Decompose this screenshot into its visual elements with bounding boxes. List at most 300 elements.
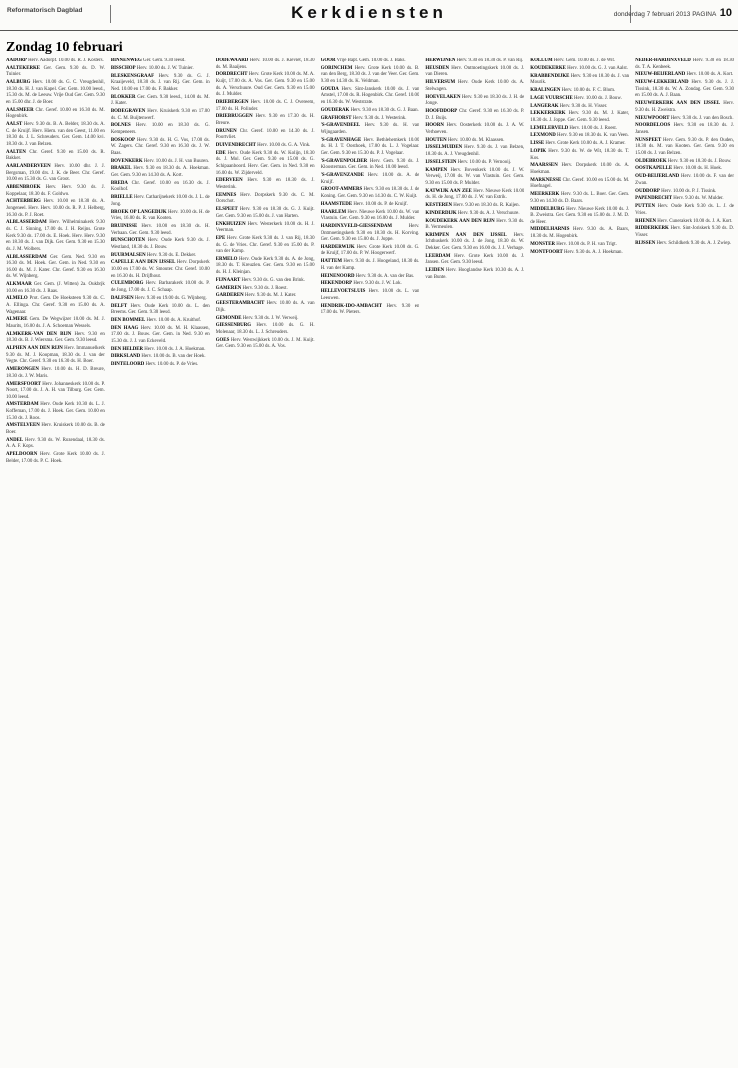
place-name: ERMELO	[215, 256, 238, 262]
place-name: CULEMBORG	[110, 281, 144, 287]
place-name: KINDERDIJK	[425, 210, 457, 216]
place-name: DUIVENDRECHT	[215, 143, 256, 149]
service-times: Herv. Bovenkerk 10.00 ds. J. W. Verweij, 17.00 ds. W. van Vlastuin. Ger. Gem. 9.30 en 15.00 ds. P. Mulder.	[425, 167, 525, 186]
place-name: DRIEBERGEN	[215, 99, 249, 105]
church-listing-entry	[321, 304, 420, 317]
church-listing-entry	[635, 189, 734, 196]
place-name: BUNSCHOTEN	[110, 238, 146, 244]
church-listing-entry	[321, 187, 420, 200]
church-listing-entry	[6, 220, 105, 253]
church-listing-entry	[530, 74, 629, 87]
place-name: BRAKEL	[110, 166, 132, 172]
service-times: Herv. 10.00 ds. G. J. van Aalst.	[565, 65, 628, 71]
place-name: DEN HAAG	[110, 325, 139, 331]
place-name: DELFT	[110, 303, 128, 309]
church-listing-entry	[111, 347, 210, 354]
church-listing-entry	[425, 219, 524, 232]
service-times: Herv. 9.30 en 18.30 ds. J. Westerink.	[215, 178, 315, 190]
place-name: NUNSPEET	[635, 137, 662, 143]
service-times: Herv. 9.30 ds. L. Boer. Ger. Gem. 9.30 en 14.30 ds. D. Baars.	[530, 192, 630, 204]
service-times: Herv. Oude Kerk 10.00 ds. L. den Breems. Ger. Gem. 9.30 leesd.	[110, 303, 210, 316]
church-listing-entry	[321, 259, 420, 272]
church-listing-entry	[111, 260, 210, 280]
service-times: Herv. Westwijkkerk 10.00 ds. J. M. Kuijt. Ger. Gem. 9.30 en 15.00 ds. A. Vos.	[215, 337, 315, 350]
church-listing-entry	[425, 66, 524, 79]
service-times: Herv. 9.30 ds. B. A. Belder, 18.30 ds. A. C. de Kruijf. Herv. Hiem. van den Geest, 11.00 en 18.30 ds. J. L. Schreuders. Ger. Gem. 14.00 kvi. 18.30 ds. J. van Belzen.	[6, 122, 105, 147]
church-listing-entry	[6, 150, 105, 163]
place-name: GROOT-AMMERS	[320, 187, 363, 193]
place-name: ALKMAAR	[6, 282, 32, 288]
church-listing-entry	[6, 452, 105, 465]
place-name: BOLNES	[110, 123, 131, 129]
place-name: LEMELERVELD	[530, 125, 569, 131]
service-times: Herv. 9.30 en 18.30 ds. G. J. Baan.	[349, 107, 419, 113]
place-name: EDE	[215, 150, 226, 156]
church-listing-entry	[6, 80, 105, 106]
listing-column	[425, 58, 524, 1062]
service-times: Herv. Hooglandse Kerk 10.30 ds. A. J. van Bunte.	[425, 268, 525, 280]
service-times: Herv. Nieuwe Kerk 10.00 ds. H. de Jong, 17.00 ds. J. W. van Estrik.	[425, 188, 525, 201]
service-times: Gem. De Wegwijzer 10.00 ds. M. J. Maurits, 16.00 ds. J. A. Schoeman Wessels.	[6, 317, 105, 329]
church-listing-entry	[111, 159, 210, 166]
service-times: Herv. Grote Kerk 10.00 ds. G. de Kruijf, 17.00 ds. P. W. Hoogerwerf.	[320, 244, 420, 257]
service-times: Herv. Herv. 9.30 ds. J. Koppelaar, 18.30 ds. F. Goldwo.	[6, 185, 105, 197]
place-name: ALMKERK-VAN DEN BIJN	[6, 331, 72, 337]
church-listing-entry	[321, 87, 420, 107]
church-listing-entry	[321, 116, 420, 123]
page-label: PAGINA	[692, 11, 716, 18]
church-listing-entry	[216, 143, 315, 150]
church-listing-entry	[530, 242, 629, 249]
service-times: Herv. 9.30 en 18.30 ds. J. van Mourik.	[530, 73, 630, 86]
service-times: Herv. 10.00 ds. M. H. Klaassen, 17.00 ds. J. Bouw. Ger. Gem. in Ned. 9.30 en 15.30 ds. J. J. van Eckeveld.	[110, 325, 210, 344]
service-times: Herv. 10.00 ds. J. H. van Buuren.	[142, 158, 210, 164]
church-listing-entry	[6, 185, 105, 198]
place-name: GARDEREN	[215, 293, 244, 299]
place-name: MAARSSEN	[530, 163, 558, 169]
place-name: ALPHEN AAN DEN RIJN	[6, 346, 63, 352]
place-name: BRIELLE	[110, 195, 133, 201]
service-times: Herv. 9.30 ds. J. van den Bosch.	[669, 115, 734, 121]
service-times: Herv. 9.30 en 18.30 ds. B. J. Wiersma. Ger. Gem. 9.30 leesd.	[6, 331, 105, 344]
place-name: BISSCHOP	[110, 65, 136, 71]
church-listing-entry	[216, 301, 315, 314]
service-times: Herv. 10.00 ds. M. Klaassen.	[446, 137, 505, 143]
church-listing-entry	[6, 58, 105, 65]
publication-name: Reformatorisch Dagblad	[7, 7, 83, 14]
service-times: Herv. 9.30 ds. H. van Wijngaarden.	[320, 123, 420, 135]
place-name: AALBURG	[6, 80, 31, 86]
place-name: NEDER-HARDINXVELD	[635, 58, 691, 63]
place-name: LISSE	[530, 141, 545, 147]
church-listing-entry	[425, 123, 524, 136]
service-times: Herv. Ontmoetingskerk 9.30 en 18.30 ds. H. Korving. Ger. Gem. 9.30 en 15.00 ds. J. Joppe.	[320, 223, 420, 243]
service-times: Herv. 9.30 ds. J. W. Verweij.	[241, 315, 299, 321]
service-times: Chr. Geref. 10.00 en 16.30 ds. M. Hogenbirk.	[6, 107, 105, 120]
listing-column	[111, 58, 210, 1062]
church-listing-entry	[530, 207, 629, 227]
church-listing-entry	[530, 141, 629, 148]
place-name: BOSKOOP	[110, 137, 136, 143]
service-times: Herv. 10.00 ds. P. H. van Trigt.	[555, 241, 617, 247]
church-listing-entry	[216, 193, 315, 206]
service-times: Herv. Westerkerk 10.00 ds. H. J. Veerman.	[215, 221, 315, 234]
service-times: Herv. Sint-Janskerk 10.00 ds. J. van Amstel, 17.00 ds. R. Hogenbirk. Chr. Geref. 10.00 en 16.30 ds. W. Weststrate.	[320, 86, 420, 105]
place-name: BRUINISSE	[110, 223, 138, 229]
place-name: NIEUW-LEKKERLAND	[635, 80, 689, 86]
church-listing-entry	[321, 224, 420, 244]
place-name: RHENEN	[635, 218, 657, 224]
church-listing-entry	[6, 66, 105, 79]
church-listing-entry	[635, 72, 734, 79]
church-listing-entry	[216, 58, 315, 71]
place-name: NIEUWPOORT	[635, 115, 670, 121]
church-listing-entry	[6, 296, 105, 316]
church-listing-entry	[321, 66, 420, 86]
place-name: ALMELO	[6, 296, 28, 302]
service-times: Herv. 9.30 ds. H. G. Vos, 17.00 ds. W. Zagers. Chr. Geref. 9.30 en 16.30 ds. J. W. Baas.	[110, 137, 210, 156]
service-times: Herv. Kruiskerk 9.30 en 17.00 ds. C. M. Buijtenwerf.	[110, 108, 210, 121]
place-name: KOUDEKERKE	[530, 65, 566, 71]
place-name: EEMNES	[215, 192, 237, 198]
place-name: EPE	[215, 235, 226, 241]
service-times: Herv. 10.00 en 18.30 ds. G. Kempeneers.	[110, 123, 210, 135]
listing-columns	[6, 58, 734, 1062]
place-name: KESTEREN	[425, 202, 453, 208]
place-name: 'S-GRAVENPOLDER	[320, 158, 368, 164]
church-listing-entry	[111, 166, 210, 179]
church-listing-entry	[111, 195, 210, 208]
church-listing-entry	[530, 126, 629, 133]
place-name: AMERONGEN	[6, 367, 39, 373]
service-times: Herv. Oude Kerk 9.30 ds. L. J. de Vries.	[635, 204, 734, 216]
place-name: LOPIK	[530, 149, 547, 154]
place-name: BLESKENSGRAAF	[110, 73, 155, 79]
church-listing-entry	[111, 281, 210, 294]
service-times: Herv. 9.30 ds. H. Zweistra.	[635, 101, 734, 113]
service-times: Herv. 9.30 ds. M. J. Kater, 18.30 ds. J. Joppe. Ger. Gem. 9.30 leesd.	[530, 111, 630, 123]
church-listing-entry	[635, 159, 734, 166]
church-listing-entry	[216, 293, 315, 300]
service-times: Herv. Nieuwe Kerk 10.00 ds. J. B. Zweistra. Ger. Gem. 9.30 en 15.00 ds. J. M. D. de Heer.	[530, 206, 630, 225]
service-times: Herv. Immanuelkerk 9.30 ds. M. J. Koopman, 18.30 ds. J. van der Vegte. Chr. Geref. 9.30 en 16.30 ds. H. Boer.	[6, 346, 105, 365]
service-times: Herv. 9.30 en 17.30 ds. H. Breure.	[215, 114, 315, 126]
place-name: HERWIJNEN	[425, 58, 456, 63]
church-listing-entry	[6, 317, 105, 330]
church-listing-entry	[216, 323, 315, 336]
church-listing-entry	[111, 66, 210, 73]
service-times: Herv. Grote Kerk 10.00 ds. A. J. Kramer.	[544, 141, 626, 147]
section-title: Kerkdiensten	[291, 3, 447, 22]
place-name: 'S-GRAVENDEEL	[320, 123, 361, 129]
place-name: HOUTEN	[425, 137, 447, 143]
church-listing-entry	[216, 100, 315, 113]
service-times: Herv. 9.30 en 18.30 ds. R. Kaijen.	[452, 202, 520, 208]
church-listing-entry	[216, 278, 315, 285]
service-times: Herv. 9.30 en 18.30 ds. J. Bouw.	[666, 158, 732, 164]
service-times: Herv. 10.00 ds. P. de Kruijf.	[352, 201, 408, 207]
place-name: OOSTKAPELLE	[635, 166, 673, 172]
church-listing-entry	[6, 438, 105, 451]
church-listing-entry	[321, 274, 420, 281]
church-listing-entry	[6, 332, 105, 345]
place-name: GOUDA	[320, 86, 339, 92]
place-name: DINTELOORD	[110, 362, 145, 368]
place-name: HATTEM	[320, 259, 342, 265]
service-times: Herv. 9.30 en 18.30 ds. J. de Koning. Ger. Gem. 9.30 en 14.30 ds. C. W. Kuijt.	[320, 187, 420, 199]
place-name: DEN BOMMEL	[110, 317, 146, 323]
church-listing-entry	[425, 160, 524, 167]
church-listing-entry	[111, 123, 210, 136]
service-times: Herv. Oosterkerk 10.00 ds. J. A. W. Verhoeven.	[425, 123, 525, 135]
place-name: BOVENKERK	[110, 158, 143, 164]
place-name: MONSTER	[530, 241, 556, 247]
church-listing-entry	[111, 109, 210, 122]
service-times: Herv. 10.00 ds. A. Kruithof.	[145, 317, 202, 323]
service-times: Herv. 9.30 ds. J. Westerink.	[351, 115, 407, 121]
service-times: Herv. 9.30 en 18.30 ds. J. H. de Jonge.	[425, 94, 525, 107]
place-name: GOOR	[320, 58, 336, 63]
church-listing-entry	[425, 233, 524, 253]
church-listing-entry	[530, 250, 629, 257]
place-name: KOLLUM	[530, 58, 553, 63]
church-listing-entry	[321, 281, 420, 288]
church-listing-entry	[216, 236, 315, 256]
church-listing-entry	[321, 58, 420, 65]
church-listing-entry	[635, 123, 734, 136]
church-listing-entry	[635, 174, 734, 187]
service-times: Herv. Sint-Joriskerk 9.30 ds. D. Visser.	[635, 226, 734, 238]
service-times: Herv. Barbarakerk 10.00 ds. P. de Jong, 17.00 ds. J. C. Schaap.	[110, 281, 210, 293]
service-times: Herv. 10.00 ds. B. van der Hoek.	[140, 354, 206, 360]
service-times: Herv. 9.30 ds. H. Visser.	[558, 103, 608, 109]
service-times: Herv. Nieuwe Kerk 10.00 ds. W. van Vlastuin. Ger. Gem. 9.30 en 16.00 ds. J. Mulder.	[320, 209, 420, 222]
service-times: Prot. Gem. De Hoeksteen 9.30 ds. C. A. Ellinga. Chr. Geref. 9.30 en 15.00 ds. A. Wagenaar.	[6, 296, 105, 315]
place-name: MIDDELHARNIS	[530, 227, 570, 233]
service-times: Herv. 10.00 ds. F. van der Zwan.	[635, 174, 734, 186]
service-times: Herv. 9.30 en 18.30 ds. G. J. Kuijt. Ger. Gem. 9.30 en 15.00 ds. J. van Harten.	[215, 207, 315, 219]
church-listing-entry	[216, 72, 315, 98]
service-times: Herv. 10.00 ds. H. D. Breure, 18.30 ds. J. W. Maris.	[6, 367, 105, 379]
service-times: Ger. Gem. 9.30 ds. D. W. Tuinier.	[6, 65, 105, 78]
service-times: Herv. 10.00 ds. J. Bouw.	[572, 95, 622, 101]
service-times: Herv. Dorpskerk 10.00 en 17.00 ds. W. Smouter. Chr. Geref. 10.00 en 16.30 ds. H. Drijfhout.	[110, 260, 210, 279]
place-name: FIJNAART	[215, 277, 241, 283]
place-name: ANDEL	[6, 437, 24, 443]
church-listing-entry	[635, 204, 734, 217]
listing-column	[530, 58, 629, 1062]
place-name: BUURMALSEN	[110, 252, 146, 258]
church-listing-entry	[425, 145, 524, 158]
church-listing-entry	[425, 168, 524, 188]
service-times: Chr. Geref. 10.00 en 15.00 ds. M. Hoefnagel.	[530, 177, 630, 190]
service-times: Herv. 9.30 en 18.30 ds. T. A. Kenbeek.	[635, 58, 734, 70]
service-times: Herv. 9.30 ds. A. J. Verschuure.	[456, 210, 520, 216]
place-name: BINNENWEG	[110, 58, 142, 63]
place-name: LEXMOND	[530, 133, 556, 139]
place-name: ALBLASSERDAM	[6, 254, 47, 260]
place-name: LEERDAM	[425, 253, 451, 259]
place-name: PUTTEN	[635, 204, 655, 210]
church-listing-entry	[216, 151, 315, 177]
place-name: OUD-BEIJERLAND	[635, 174, 680, 180]
service-times: Herv. 10.00 ds. P. de Vries.	[144, 362, 199, 368]
service-times: Herv. Catharijnekerk 10.00 ds. J. L. de Jong.	[110, 195, 210, 207]
place-name: ALBLASSERDAM	[6, 220, 47, 226]
service-times: Herv. 10.00 en 18.30 ds. A. Jongeneel. Herv. Herv. 10.00 ds. R. P. J. Helberg, 16.30 ds. P. J. Roet.	[6, 199, 105, 218]
church-listing-entry	[6, 255, 105, 281]
place-name: LANGERAK	[530, 103, 559, 109]
church-listing-entry	[321, 108, 420, 115]
church-listing-entry	[6, 382, 105, 402]
church-listing-entry	[530, 192, 629, 205]
church-listing-entry	[321, 210, 420, 223]
place-name: ENKHUIZEN	[215, 221, 246, 227]
place-name: BODEGRAVEN	[110, 108, 146, 114]
place-name: KATWIJK AAN ZEE	[425, 188, 472, 194]
church-listing-entry	[530, 96, 629, 103]
service-times: Herv. 9.30 ds. W. Rozendaal, 18.30 ds. A. A. F. Kops.	[6, 437, 105, 450]
service-times: Herv. Gem. 10.00 ds. J. de Wit.	[552, 58, 616, 63]
place-name: AADORP	[6, 58, 27, 63]
place-name: HILVERSUM	[425, 80, 456, 86]
place-name: AALST	[6, 122, 23, 128]
place-name: CAPELLE AAN DEN IJSSEL	[110, 260, 176, 266]
church-listing-entry	[6, 282, 105, 295]
service-times: Herv. Grote Kerk 9.30 ds. J. van Rij, 18.30 ds. G. de Vries. Chr. Geref. 9.30 en 15.00 ds. P. van der Kamp.	[215, 235, 315, 255]
place-name: IJSSELSTEIN	[425, 159, 457, 165]
church-listing-entry	[216, 257, 315, 277]
service-times: Herv. 9.30 ds. A. J. Hoekman.	[562, 249, 623, 255]
place-name: HAARLEM	[320, 209, 347, 215]
service-times: Chr. Geref. 9.30 en 15.00 ds. R. Bakker.	[6, 149, 105, 162]
service-times: Herv. 9.30 ds. J. W. Lok.	[352, 281, 402, 287]
church-listing-entry	[111, 138, 210, 158]
church-listing-entry	[425, 211, 524, 218]
service-times: Herv. Ichthuskerk 10.00 ds. J. de Jong, 18.30 ds. W. Dekker. Ger. Gem. 9.30 en 16.00 ds. J. J. Verhage.	[425, 232, 525, 252]
service-times: Herv. 10.00 ds. H. de Vries, 16.00 ds. R. van Kooten.	[110, 209, 210, 222]
church-listing-entry	[635, 80, 734, 100]
place-name: DODEWAARD	[215, 58, 249, 63]
service-times: Herv. 9.30 ds. A. Baars, 18.30 ds. M. Hogenbirk.	[530, 227, 630, 240]
church-listing-entry	[216, 114, 315, 127]
church-listing-entry	[321, 138, 420, 158]
church-listing-entry	[111, 181, 210, 194]
service-times: Herv. 9.30 ds. E. Dekker.	[145, 252, 197, 258]
church-listing-entry	[111, 224, 210, 237]
service-times: Herv. 10.00 ds. C. J. Overeem, 17.00 ds. H. Polinder.	[215, 99, 315, 112]
place-name: AALTEKERKE	[6, 65, 41, 71]
church-listing-entry	[425, 95, 524, 108]
church-listing-entry	[425, 189, 524, 202]
church-listing-entry	[6, 367, 105, 380]
place-name: ALMERE	[6, 317, 28, 323]
service-times: Herv. Oude Kerk 10.30 ds. L. J. Koffeman, 17.00 ds. J. Hoek. Ger. Gem. 10.00 en 15.30 ds. J. Roos.	[6, 402, 105, 421]
service-times: Herv. 9.30 en 19.00 ds. G. Wijnberg.	[133, 295, 207, 301]
place-name: HARDERWIJK	[320, 244, 355, 250]
service-times: Herv. 9.30 ds. J. Hoogeland, 18.30 ds. H. van der Kamp.	[320, 259, 420, 271]
place-name: ABBENBROEK	[6, 185, 41, 190]
service-times: Herv. 9.30 ds. J. J. Tissink, 18.30 ds. W. A. Zondag. Ger. Gem. 9.30 en 15.00 ds. A. J. Baan.	[635, 80, 734, 99]
place-name: DIRKSLAND	[110, 354, 141, 360]
service-times: Herv. Kruiskerk 10.00 ds. B. de Boer.	[6, 423, 105, 436]
church-listing-entry	[321, 202, 420, 209]
place-name: PAPENDRECHT	[635, 196, 673, 202]
service-times: Herv. 9.30 ds. J. van Belzen, 18.30 ds. A. J. Vreugdenhil.	[425, 145, 525, 158]
place-name: GOUDERAK	[320, 107, 350, 113]
place-name: AARLANDERVEEN	[6, 164, 51, 170]
place-name: BROEK OP LANGEDIJK	[110, 209, 167, 215]
place-name: KRABBENDIJKE	[530, 73, 570, 79]
church-listing-entry	[216, 129, 315, 142]
church-listing-entry	[111, 253, 210, 260]
service-times: Ger. Gem. 9.30 leesd.	[141, 58, 186, 63]
service-times: Herv. Oude Kerk 9.30 ds. A. de Jong, 18.30 ds. T. Kreuzlen. Ger. Gem. 9.30 en 15.00 ds. H. J. Kleinjan.	[215, 256, 315, 276]
service-times: Herv. 9.30 ds. G. J. Kraaijeveld, 18.30 ds. J. van Rij. Ger. Gem. in Ned. 10.00 en 17.00 ds. F. Bakker.	[110, 73, 210, 92]
place-name: ELSPEET	[215, 207, 238, 213]
service-times: Herv. 10.00 ds. J. W. Tuinier.	[135, 65, 194, 71]
place-name: 'S-GRAVENZANDE	[320, 173, 364, 178]
church-listing-entry	[635, 241, 734, 248]
place-name: KRIMPEN AAN DEN IJSSEL	[425, 232, 507, 238]
church-listing-entry	[111, 326, 210, 346]
church-listing-entry	[425, 268, 524, 281]
service-times: Herv. 10.00 ds. F. C. Blom.	[560, 87, 616, 93]
church-listing-entry	[530, 58, 629, 65]
place-name: AALTEN	[6, 149, 26, 155]
service-times: Chr. Geref. 9.30 en 16.30 ds. P. D. J. Buijs.	[425, 108, 525, 121]
church-listing-entry	[111, 318, 210, 325]
place-name: MEERKERK	[530, 192, 560, 198]
service-times: Ger. Gem. Ned. 9.30 en 16.30 ds. M. Hoek. Ger. Gem. in Ned. 9.30 en 16.00 ds. M. J. Kater. Chr. Geref. 9.30 en 16.30 ds. W. Wijnberg.	[6, 254, 105, 280]
place-name: GEMONDE	[215, 315, 242, 321]
service-times: Herv. Gem. 9.30 ds. P. den Ouden, 18.30 ds. M. van Kooten. Ger. Gem. 9.30 en 15.00 ds. J. van Belzen.	[635, 137, 734, 156]
place-name: LAGE VUURSCHE	[530, 95, 573, 101]
page-header	[0, 0, 738, 31]
church-listing-entry	[6, 199, 105, 219]
church-listing-entry	[216, 286, 315, 293]
place-name: EDERVEEN	[215, 178, 243, 184]
church-listing-entry	[425, 138, 524, 145]
church-listing-entry	[635, 166, 734, 173]
place-name: MIDDELBURG	[530, 206, 565, 212]
church-listing-entry	[635, 219, 734, 226]
service-times: Herv. 10.00 ds. A. van Dijk.	[215, 301, 315, 313]
service-times: Chr. Geref. 10.00 en 16.30 ds. J. Koolhof.	[110, 180, 210, 193]
place-name: ACHTERBERG	[6, 199, 41, 205]
church-listing-entry	[216, 338, 315, 351]
church-listing-entry	[530, 66, 629, 73]
church-listing-entry	[321, 173, 420, 186]
service-times: Herv. Schildkerk 9.30 ds. A. J. Zwiep.	[655, 240, 732, 246]
service-times: Herv. Dorpskerk 10.00 ds. A. Hoekman.	[530, 163, 630, 175]
service-times: Ger. Gem. (J. Witten) 2a. Oukbrjk 10.00 en 16.30 ds. J. Raas.	[6, 282, 105, 294]
place-name: 'S-GRAVENHAGE	[320, 137, 362, 143]
church-listing-entry	[530, 163, 629, 176]
church-listing-entry	[111, 238, 210, 251]
service-times: Herv. 10.00 ds. P. J. Tissink.	[659, 188, 717, 194]
church-listing-entry	[111, 95, 210, 108]
church-listing-entry	[111, 296, 210, 303]
church-listing-entry	[321, 245, 420, 258]
church-listing-entry	[6, 423, 105, 436]
church-listing-entry	[6, 108, 105, 121]
place-name: GEESTERAMBACHT	[215, 301, 265, 307]
church-listing-entry	[6, 402, 105, 422]
service-times: Herv. 10.00 ds. A. Kort.	[685, 72, 734, 78]
church-listing-entry	[635, 101, 734, 114]
place-name: LEIDEN	[425, 268, 445, 274]
